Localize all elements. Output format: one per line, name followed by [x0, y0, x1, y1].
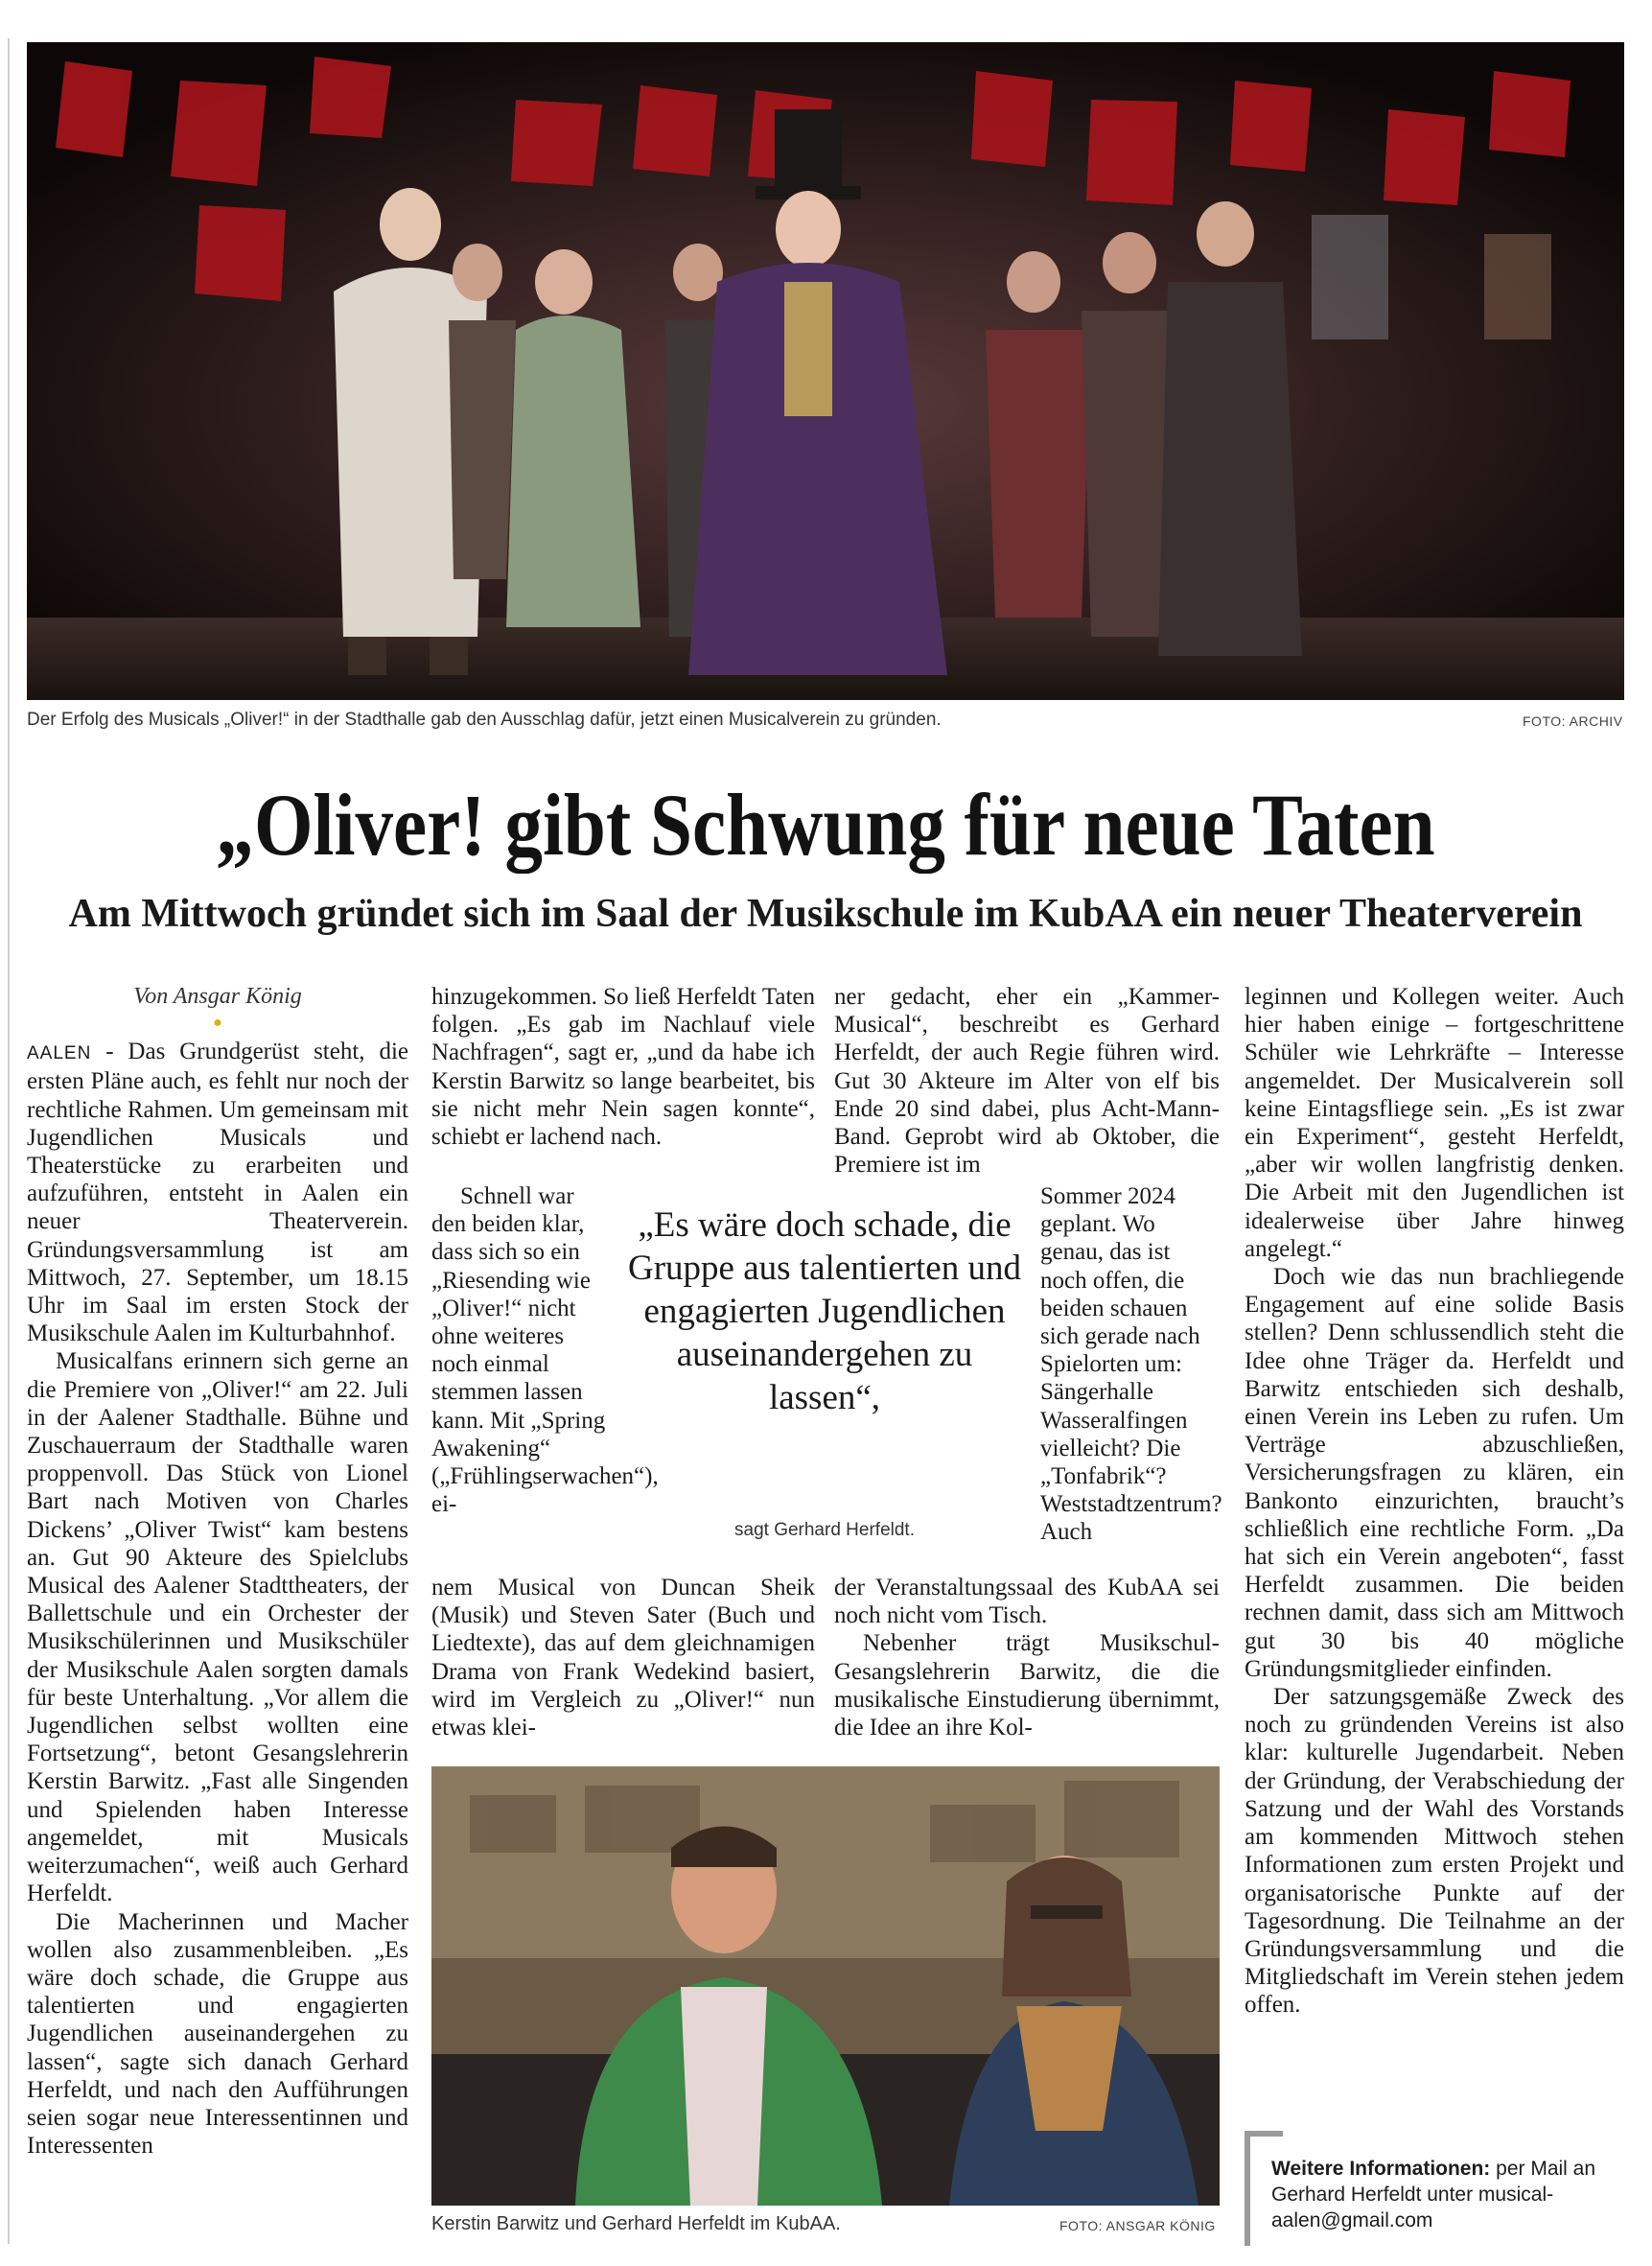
paragraph-2: Musicalfans erinnern sich gerne an die Premiere von „Oliver!“ am 22. Juli in der Aalener Stadthalle. Bühne und Zuschauerraum der Stadthalle waren proppenvoll. Das Stück von Lionel Bart nach Motiven von Charles Dickens’ „Oliver Twist“ kam bestens an. Gut 90 Akteure des Spielclubs Musical des Aalener Stadttheaters, der Ballettschule und ein Orchester der Musikschülerinnen und Musikschüler der Musikschule Aalen sorgten damals für beste Unterhaltung. „Vor allem die Jugendlichen selbst wollten eine Fortsetzung“, betont Gesangslehrerin Kerstin Barwitz. „Fast alle Singenden und Spielenden haben Interesse angemeldet, mit Musicals weiterzumachen“, weiß auch Gerhard Herfeldt. [27, 1348, 408, 1907]
paragraph-3: Die Macherinnen und Macher wollen also zusammenbleiben. „Es wäre doch schade, die Gruppe aus talentierten und engagierten Jugendlichen auseinandergehen zu lassen“, sagte sich danach Gerhard Herfeldt, und nach den Aufführungen seien sogar neue Interessentinnen und Interessenten [27, 1908, 408, 2160]
column-3 [834, 983, 1220, 1179]
paragraph-9: Doch wie das nun brachliegende Engagement auf eine solide Basis stellen? Denn schlussendlich steht die Idee ohne Träger da. Herfeldt und Barwitz entschieden sich deshalb, einen Verein ins Leben zu rufen. Um Verträge abzuschließen, Versicherungsfragen zu klären, ein Bankonto einzurichten, braucht’s schließlich eine rechtliche Form. „Da hat sich ein Verein angeboten“, fasst Herfeldt zusammen. Die beiden rechnen damit, dass sich am Mittwoch gut 30 bis 40 mögliche Gründungsmitglieder einfinden. [1245, 1264, 1624, 1682]
paragraph-6-narrow [1040, 1182, 1220, 1547]
paragraph-4: hinzugekommen. So ließ Herfeldt Taten folgen. „Es gab im Nachlauf viele Nachfragen“, sagt er, „und da habe ich Kerstin Barwitz so lange bearbeitet, bis sie nicht mehr Nein sagen konnte“, schiebt er lachend nach. [431, 984, 815, 1151]
pull-quote: „Es wäre doch schade, die Gruppe aus talentierten und engagierten Jugendlichen auseinandergehen zu lassen“, [628, 1205, 1021, 1417]
portrait-photo-credit: FOTO: ANSGAR KÖNIG [1059, 2218, 1216, 2233]
paragraph-1 [27, 1038, 408, 1347]
column-1 [27, 983, 408, 2160]
info-box-bracket-vertical [1245, 2131, 1250, 2246]
paragraph-1-text: - Das Grundgerüst steht, die ersten Pläne auch, es fehlt nur noch der rechtliche Rahmen. Um gemeinsam mit Jugendlichen Musicals und Theaterstücke zu erarbeiten und aufzuführen, entsteht in Aalen ein neuer Theaterverein. Gründungsversammlung ist am Mittwoch, 27. September, um 18.15 Uhr im Saal im ersten Stock der Musikschule Aalen im Kulturbahnhof. [27, 1039, 408, 1347]
pull-quote-attribution: sagt Gerhard Herfeldt. [734, 1520, 915, 1540]
stage-photo [27, 42, 1624, 700]
headline: „Oliver! gibt Schwung für neue Taten [216, 776, 1435, 874]
dateline: AALEN [27, 1043, 92, 1064]
stage-photo-credit: FOTO: ARCHIV [1523, 713, 1623, 729]
margin-rule [8, 38, 10, 2244]
subheadline: Am Mittwoch gründet sich im Saal der Musikschule im KubAA ein neuer Theaterverein [68, 892, 1583, 936]
info-box-bracket-horizontal [1245, 2131, 1283, 2137]
paragraph-10: Der satzungsgemäße Zweck des noch zu gründenden Vereins ist also klar: kulturelle Jugendarbeit. Neben der Gründung, der Verabschiedung der Satzung und der Wahl des Vorstands am kommenden Mittwoch stehen Informationen zum ersten Projekt und organisatorische Punkte auf der Tagesordnung. Die Teilnahme an der Gründungsversammlung und die Mitgliedschaft im Verein stehen jedem offen. [1245, 1684, 1624, 2019]
byline: Von Ansgar König [133, 984, 302, 1009]
paragraph-7: Nebenher trägt Musikschul-Gesangslehrerin Barwitz, die die musikalische Einstudierung übernimmt, die Idee an ihre Kol- [834, 1630, 1220, 1741]
info-box-label: Weitere Informationen: [1271, 2158, 1491, 2180]
column-4 [1245, 983, 1624, 2020]
paragraph-6-part-a: ner gedacht, eher ein „Kammer-Musical“, beschreibt es Gerhard Herfeldt, der auch Regie führen wird. Gut 30 Akteure im Alter von elf bis Ende 20 sind dabei, plus Acht-Mann-Band. Geprobt wird ab Oktober, die Premiere ist im [834, 984, 1220, 1179]
paragraph-5-part-a: Schnell war den beiden klar, dass sich so ein „Riesending wie „Oliver!“ nicht ohne weiteres noch einmal stemmen lassen kann. Mit „Spring Awakening“ („Frühlingserwachen“), ei- [431, 1183, 659, 1518]
paragraph-6-wide [834, 1574, 1220, 1741]
column-2 [431, 983, 815, 1151]
portrait-photo-caption: Kerstin Barwitz und Gerhard Herfeldt im KubAA. [431, 2213, 841, 2234]
paragraph-5-narrow [431, 1182, 659, 1518]
info-box [1245, 2131, 1624, 2246]
byline-dot-icon: ● [213, 1015, 222, 1032]
stage-photo-caption: Der Erfolg des Musicals „Oliver!“ in der Stadthalle gab den Ausschlag dafür, jetzt einen Musicalverein zu gründen. [27, 710, 942, 730]
info-box-text [1271, 2156, 1624, 2233]
paragraph-6-part-c: der Veranstaltungssaal des KubAA sei noch nicht vom Tisch. [834, 1575, 1220, 1629]
paragraph-5-wide [431, 1574, 815, 1741]
paragraph-8: leginnen und Kollegen weiter. Auch hier haben einige – fortgeschrittene Schüler wie Lehrkräfte – Interesse angemeldet. Der Musicalverein soll keine Eintagsfliege sein. „Es ist zwar ein Experiment“, gesteht Herfeldt, „aber wir wollen langfristig denken. Die Arbeit mit den Jugendlichen ist idealerweise über Jahre hinweg angelegt.“ [1245, 984, 1624, 1262]
paragraph-6-part-b: Sommer 2024 geplant. Wo genau, das ist noch offen, die beiden schauen sich gerade nach Spielorten um: Sängerhalle Wasseralfingen vielleicht? Die „Tonfabrik“? Weststadtzentrum? Auch [1040, 1183, 1222, 1546]
info-box-body: per Mail an Gerhard Herfeldt unter musical-aalen@gmail.com [1271, 2158, 1596, 2231]
paragraph-5-part-b: nem Musical von Duncan Sheik (Musik) und Steven Sater (Buch und Liedtexte), das auf dem gleichnamigen Drama von Frank Wedekind basiert, wird im Vergleich zu „Oliver!“ nun etwas klei- [431, 1575, 815, 1741]
portrait-photo [431, 1766, 1220, 2206]
